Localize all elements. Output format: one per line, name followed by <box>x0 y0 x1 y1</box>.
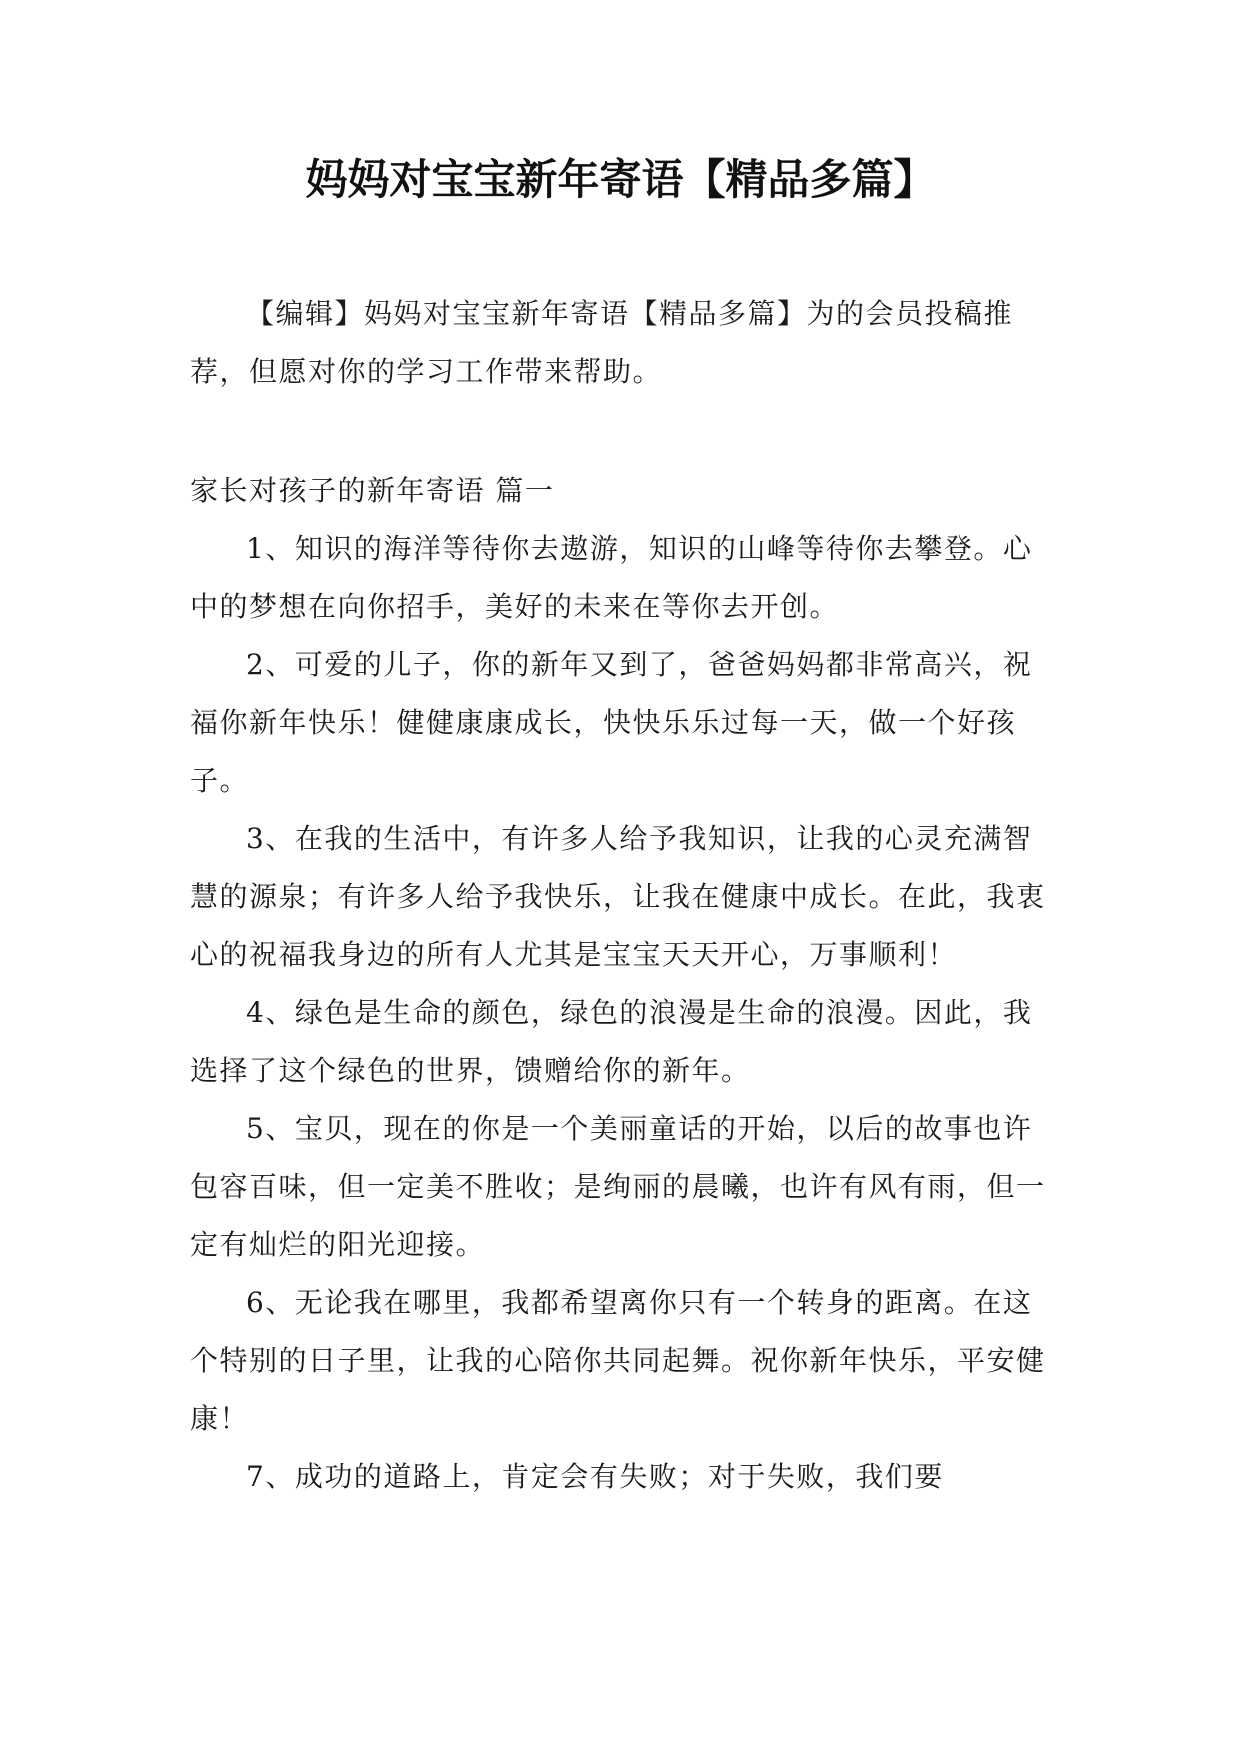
paragraph-2: 2、可爱的儿子，你的新年又到了，爸爸妈妈都非常高兴，祝福你新年快乐！健健康康成长，快快乐乐过每一天，做一个好孩子。 <box>190 648 1033 797</box>
intro-paragraph: 【编辑】妈妈对宝宝新年寄语【精品多篇】为的会员投稿推荐，但愿对你的学习工作带来帮助。 <box>190 297 1014 388</box>
paragraph-4: 4、绿色是生命的颜色，绿色的浪漫是生命的浪漫。因此，我选择了这个绿色的世界，馈赠给你的新年。 <box>190 996 1033 1087</box>
paragraph-5: 5、宝贝，现在的你是一个美丽童话的开始，以后的故事也许包容百味，但一定美不胜收；是绚丽的晨曦，也许有风有雨，但一定有灿烂的阳光迎接。 <box>190 1112 1046 1261</box>
paragraph-1: 1、知识的海洋等待你去遨游，知识的山峰等待你去攀登。心中的梦想在向你招手，美好的未来在等你去开创。 <box>190 532 1033 623</box>
document-title: 妈妈对宝宝新年寄语【精品多篇】 <box>305 155 936 204</box>
content-block <box>190 462 1052 1506</box>
paragraph-3: 3、在我的生活中，有许多人给予我知识，让我的心灵充满智慧的源泉；有许多人给予我快乐，让我在健康中成长。在此，我衷心的祝福我身边的所有人尤其是宝宝天天开心，万事顺利！ <box>190 822 1046 971</box>
paragraph-6: 6、无论我在哪里，我都希望离你只有一个转身的距离。在这个特别的日子里，让我的心陪你共同起舞。祝你新年快乐，平安健康！ <box>190 1286 1046 1435</box>
section-heading: 家长对孩子的新年寄语 篇一 <box>190 474 555 507</box>
intro-block <box>190 285 1052 401</box>
paragraph-7: 7、成功的道路上，肯定会有失败；对于失败，我们要 <box>246 1460 944 1493</box>
